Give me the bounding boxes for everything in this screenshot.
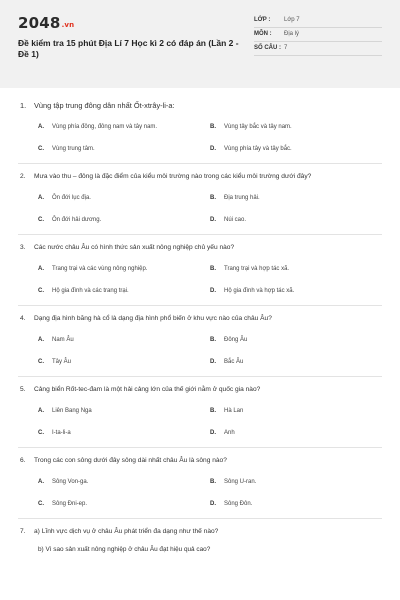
option-b[interactable] [210, 337, 382, 343]
option-b[interactable] [210, 408, 382, 414]
question-body: Dạng địa hình băng hà cổ là dạng địa hình phổ biến ở khu vực nào của châu Âu? [34, 315, 272, 322]
option-letter: B. [210, 124, 216, 130]
option-text: Vùng tây bắc và tây nam. [224, 124, 292, 130]
option-text: Tây Âu [52, 359, 72, 365]
question-body: Mưa vào thu – đông là đặc điểm của kiểu môi trường nào trong các kiểu môi trường dưới đây? [34, 173, 312, 180]
option-text: Sông Đni-ep. [52, 501, 88, 507]
option-text: Sông U-ran. [224, 479, 257, 485]
option-a[interactable] [38, 337, 210, 343]
question-body: Cảng biển Rốt-tec-đam là một hải cảng lớn của thế giới nằm ở quốc gia nào? [34, 386, 261, 393]
question-number: 4. [20, 315, 26, 322]
option-a[interactable] [38, 195, 210, 201]
question-text [18, 527, 382, 537]
option-letter: C. [38, 501, 44, 507]
option-text: Đông Âu [224, 337, 248, 343]
option-b[interactable] [210, 266, 382, 272]
question-text [18, 172, 382, 182]
option-text: Vùng phía đông, đông nam và tây nam. [52, 124, 158, 130]
option-letter: C. [38, 146, 44, 152]
question-number: 1. [20, 101, 27, 110]
option-d[interactable] [210, 288, 382, 294]
option-text: Ôn đới lục địa. [52, 195, 91, 201]
question-list [0, 88, 400, 555]
options-group [38, 258, 382, 302]
question-number: 7. [20, 528, 26, 535]
option-text: Sông Đôn. [224, 501, 253, 507]
option-letter: B. [210, 195, 216, 201]
logo-tld: .vn [61, 21, 75, 29]
options-group [38, 116, 382, 160]
question-body: Trong các con sông dưới đây sông dài nhất châu Âu là sông nào? [34, 457, 227, 464]
option-text: Bắc Âu [224, 359, 244, 365]
option-letter: D. [210, 359, 216, 365]
option-text: Ôn đới hải dương. [52, 217, 102, 223]
question-item [18, 448, 382, 515]
options-group [38, 187, 382, 231]
question-number: 2. [20, 173, 26, 180]
option-text: Anh [224, 430, 235, 436]
option-text: Vùng trung tâm. [52, 146, 95, 152]
option-b[interactable] [210, 479, 382, 485]
option-a[interactable] [38, 408, 210, 414]
option-text: Địa trung hải. [224, 195, 260, 201]
question-part-a: a) Lĩnh vực dịch vụ ở châu Âu phát triển đa dạng như thế nào? [34, 528, 219, 535]
option-letter: B. [210, 337, 216, 343]
question-item [18, 306, 382, 373]
question-number: 6. [20, 457, 26, 464]
option-letter: A. [38, 195, 44, 201]
question-item [18, 377, 382, 444]
option-c[interactable] [38, 217, 210, 223]
options-group [38, 329, 382, 373]
meta-row-count [254, 42, 382, 56]
option-text: Hà Lan [224, 408, 244, 414]
meta-value: Lớp 7 [284, 17, 300, 24]
page-header [0, 0, 400, 88]
meta-value: 7 [284, 45, 288, 52]
option-c[interactable] [38, 146, 210, 152]
option-letter: D. [210, 501, 216, 507]
option-letter: A. [38, 337, 44, 343]
question-item [18, 164, 382, 231]
option-text: Trang trại và các vùng nông nghiệp. [52, 266, 148, 272]
option-letter: B. [210, 266, 216, 272]
meta-value: Địa lý [284, 31, 300, 38]
option-b[interactable] [210, 195, 382, 201]
question-body: Vùng tập trung đông dân nhất Ốt-xtrây-li-a: [34, 101, 175, 110]
option-a[interactable] [38, 124, 210, 130]
option-a[interactable] [38, 479, 210, 485]
option-text: Nam Âu [52, 337, 74, 343]
logo-text: 2048 [18, 14, 61, 32]
option-letter: C. [38, 430, 44, 436]
option-a[interactable] [38, 266, 210, 272]
question-part-b: b) Vì sao sản xuất nông nghiệp ở châu Âu đạt hiệu quả cao? [38, 546, 211, 553]
option-text: I-ta-li-a [52, 430, 71, 436]
option-letter: D. [210, 288, 216, 294]
option-b[interactable] [210, 124, 382, 130]
option-letter: C. [38, 288, 44, 294]
option-text: Núi cao. [224, 217, 247, 223]
option-letter: A. [38, 408, 44, 414]
option-text: Trang trại và hợp tác xã. [224, 266, 290, 272]
option-d[interactable] [210, 146, 382, 152]
option-text: Hộ gia đình và hợp tác xã. [224, 288, 295, 294]
option-d[interactable] [210, 501, 382, 507]
option-text: Liên Bang Nga [52, 408, 92, 414]
option-letter: C. [38, 359, 44, 365]
question-item [18, 88, 382, 160]
meta-key: MÔN : [254, 31, 272, 38]
question-text [18, 385, 382, 395]
option-c[interactable] [38, 288, 210, 294]
option-letter: A. [38, 124, 44, 130]
question-number: 3. [20, 244, 26, 251]
page-title: Đề kiểm tra 15 phút Địa Lí 7 Học kì 2 có đáp án (Lần 2 - Đề 1) [18, 38, 239, 59]
question-text [18, 456, 382, 466]
question-item [18, 519, 382, 555]
option-letter: C. [38, 217, 44, 223]
meta-table [254, 14, 382, 56]
option-text: Vùng phía tây và tây bắc. [224, 146, 292, 152]
meta-key: LỚP : [254, 17, 271, 24]
question-number: 5. [20, 386, 26, 393]
option-d[interactable] [210, 217, 382, 223]
meta-key: SỐ CÂU : [254, 45, 281, 52]
question-body: Các nước châu Âu có hình thức sản xuất nông nghiệp chủ yếu nào? [34, 244, 235, 251]
option-letter: D. [210, 146, 216, 152]
options-group [38, 471, 382, 515]
question-text [18, 101, 382, 111]
option-letter: B. [210, 479, 216, 485]
option-letter: D. [210, 430, 216, 436]
option-letter: A. [38, 266, 44, 272]
option-c[interactable] [38, 359, 210, 365]
question-item [18, 235, 382, 302]
question-text [18, 314, 382, 324]
option-d[interactable] [210, 430, 382, 436]
option-c[interactable] [38, 430, 210, 436]
options-group [38, 400, 382, 444]
option-c[interactable] [38, 501, 210, 507]
option-letter: A. [38, 479, 44, 485]
question-text [18, 243, 382, 253]
option-text: Sông Von-ga. [52, 479, 89, 485]
option-text: Hộ gia đình và các trang trại. [52, 288, 129, 294]
option-letter: B. [210, 408, 216, 414]
meta-row-subject [254, 28, 382, 42]
option-letter: D. [210, 217, 216, 223]
meta-row-class [254, 14, 382, 28]
option-d[interactable] [210, 359, 382, 365]
